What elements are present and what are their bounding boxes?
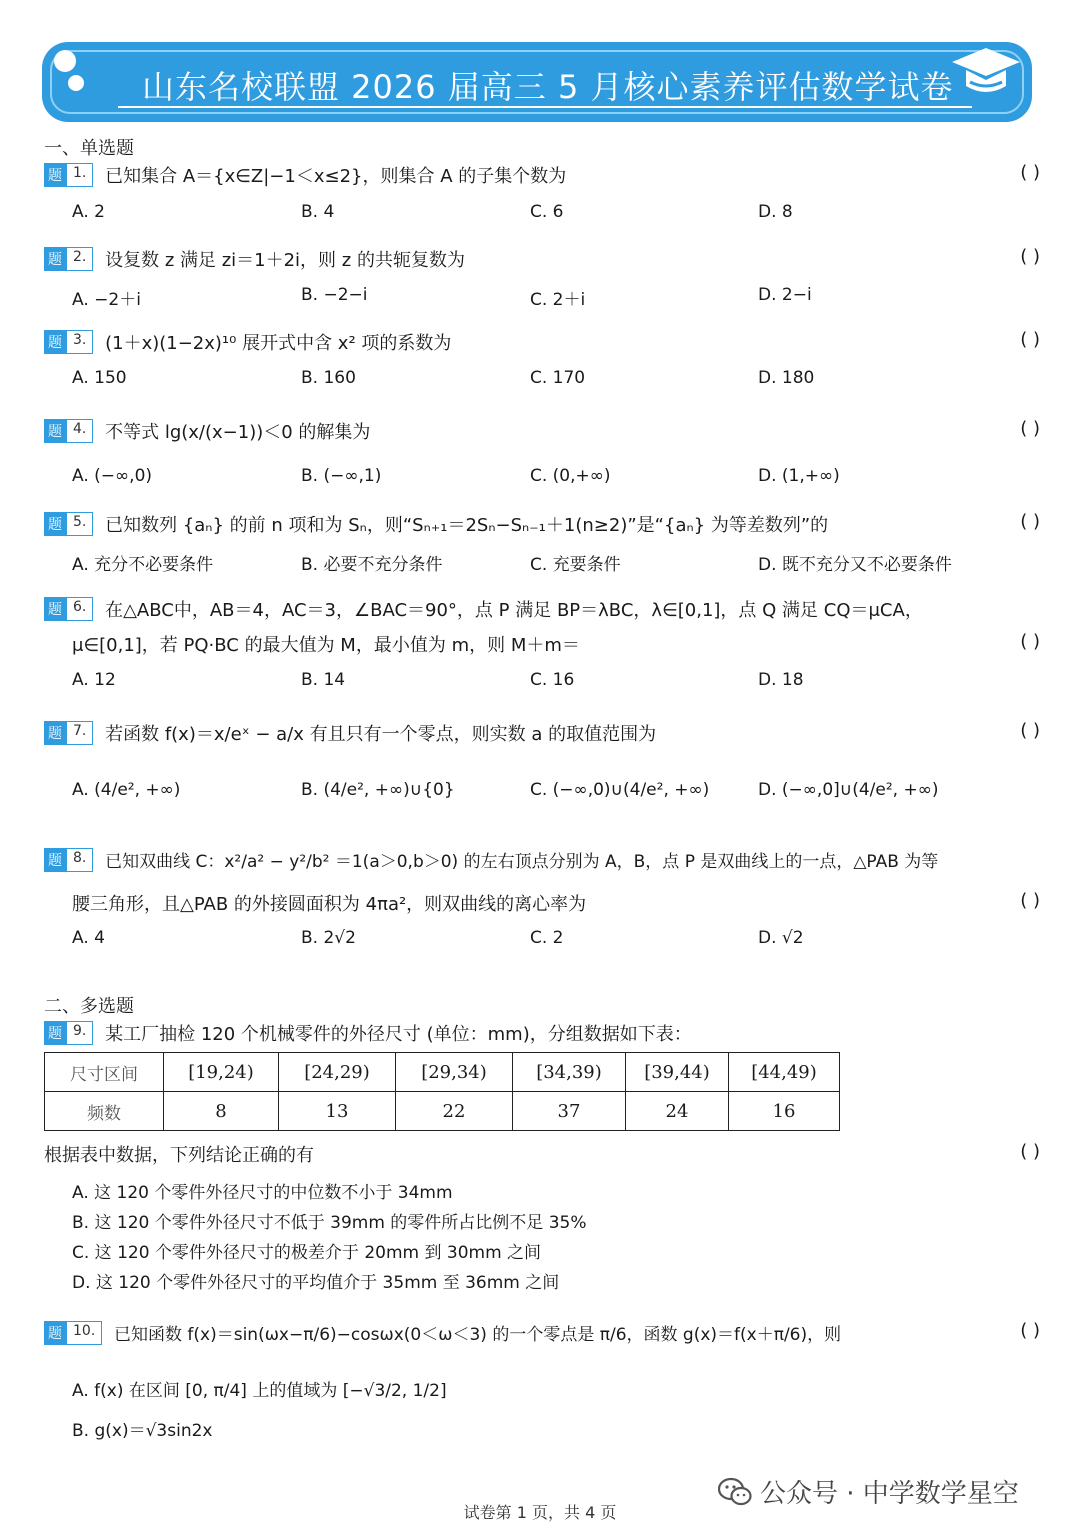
question-7 [44,720,1040,746]
table-header-row [45,1053,840,1092]
option-d: D. 180 [758,368,815,388]
option-b: B. g(x)＝√3sin2x [72,1421,213,1441]
option-a: A. 12 [72,670,116,690]
question-1 [44,162,1040,188]
answer-blank: ( ) [1020,511,1040,532]
question-text: 在△ABC中，AB＝4，AC＝3，∠BAC＝90°，点 P 满足 BP＝λBC，λ∈[0,1]，点 Q 满足 CQ＝μCA， [105,600,923,621]
question-10 [44,1320,1040,1345]
question-tag: 题 3. [44,330,93,354]
table-cell: 13 [279,1092,396,1131]
table-cell: [34,39) [513,1053,626,1092]
option-d: D. 18 [758,670,804,690]
section-heading-multiple: 二、多选题 [44,996,134,1017]
table-cell: 16 [729,1092,840,1131]
question-tag: 题 2. [44,247,93,271]
question-tag: 题 8. [44,848,93,872]
question-text: 设复数 z 满足 zi＝1＋2i，则 z 的共轭复数为 [105,250,465,271]
table-cell: 8 [164,1092,279,1131]
question-9 [44,1020,1040,1046]
option-d: D. 2−i [758,285,812,305]
option-d: D. (1,+∞) [758,466,840,486]
question-9-prompt [44,1141,1040,1167]
option-d: D. (−∞,0]∪(4/e², +∞) [758,780,939,800]
question-text-cont: μ∈[0,1]，若 PQ·BC 的最大值为 M，最小值为 m，则 M＋m＝ [72,635,580,656]
option-b: B. −2−i [301,285,368,305]
banner-decor-dot [54,50,76,72]
question-text: 已知集合 A＝{x∈Z|−1＜x≤2}，则集合 A 的子集个数为 [105,166,567,187]
option-b: B. (4/e², +∞)∪{0} [301,780,455,800]
table-row [45,1092,840,1131]
option-b: B. (−∞,1) [301,466,382,486]
question-tag: 题 4. [44,419,93,443]
question-tag: 题 1. [44,163,93,187]
section-heading-single: 一、单选题 [44,138,134,159]
option-c: C. (−∞,0)∪(4/e², +∞) [530,780,710,800]
option-c: C. 这 120 个零件外径尺寸的极差介于 20mm 到 30mm 之间 [72,1243,542,1263]
question-tag: 题 7. [44,721,93,745]
option-a: A. 4 [72,928,105,948]
option-a: A. 充分不必要条件 [72,555,214,575]
answer-blank: ( ) [1020,890,1040,911]
frequency-table [44,1052,840,1131]
table-cell: 24 [626,1092,729,1131]
question-tag: 题 9. [44,1021,93,1045]
question-tag: 题 10. [44,1321,102,1345]
question-2 [44,246,1040,272]
option-c: C. 充要条件 [530,555,621,575]
watermark-text: 公众号 · 中学数学星空 [760,1479,1019,1509]
table-cell: [39,44) [626,1053,729,1092]
option-d: D. 这 120 个零件外径尺寸的平均值介于 35mm 至 36mm 之间 [72,1273,560,1293]
option-d: D. √2 [758,928,804,948]
question-8-line2 [72,890,1040,916]
question-text: 不等式 lg(x/(x−1))＜0 的解集为 [105,422,371,443]
question-text-cont: 根据表中数据，下列结论正确的有 [44,1145,314,1166]
option-a: A. f(x) 在区间 [0, π/4] 上的值域为 [−√3/2, 1/2] [72,1381,447,1401]
option-c: C. 2 [530,928,564,948]
answer-blank: ( ) [1020,1320,1040,1341]
answer-blank: ( ) [1020,418,1040,439]
answer-blank: ( ) [1020,720,1040,741]
question-5 [44,511,1040,537]
question-tag: 题 5. [44,512,93,536]
table-cell: 频数 [45,1092,164,1131]
graduation-cap-icon [948,44,1024,104]
question-text-cont: 腰三角形，且△PAB 的外接圆面积为 4πa²，则双曲线的离心率为 [72,894,587,915]
option-a: A. (−∞,0) [72,466,153,486]
answer-blank: ( ) [1020,246,1040,267]
question-text: (1＋x)(1−2x)¹⁰ 展开式中含 x² 项的系数为 [105,333,452,354]
table-cell: 22 [396,1092,513,1131]
option-d: D. 8 [758,202,793,222]
option-b: B. 160 [301,368,356,388]
option-c: C. 6 [530,202,564,222]
question-text: 某工厂抽检 120 个机械零件的外径尺寸 (单位：mm)，分组数据如下表： [105,1024,692,1045]
page-footer: 试卷第 1 页，共 4 页 [463,1503,617,1522]
header-banner [42,42,1032,122]
page-title: 山东名校联盟 2026 届高三 5 月核心素养评估数学试卷 [142,68,954,106]
table-cell: [19,24) [164,1053,279,1092]
question-6-line2 [72,631,1040,657]
option-c: C. (0,+∞) [530,466,611,486]
question-4 [44,418,1040,444]
answer-blank: ( ) [1020,329,1040,350]
table-cell: [29,34) [396,1053,513,1092]
question-text: 已知数列 {aₙ} 的前 n 项和为 Sₙ，则“Sₙ₊₁＝2Sₙ−Sₙ₋₁＋1(n≥2)”是“{aₙ} 为等差数列”的 [105,515,829,536]
answer-blank: ( ) [1020,1141,1040,1162]
option-b: B. 2√2 [301,928,356,948]
answer-blank: ( ) [1020,631,1040,652]
question-6 [44,596,1040,622]
table-cell: 尺寸区间 [45,1053,164,1092]
option-a: A. 这 120 个零件外径尺寸的中位数不小于 34mm [72,1183,453,1203]
option-b: B. 4 [301,202,335,222]
option-c: C. 170 [530,368,586,388]
option-b: B. 这 120 个零件外径尺寸不低于 39mm 的零件所占比例不足 35% [72,1213,587,1233]
option-a: A. 150 [72,368,127,388]
question-text: 已知双曲线 C：x²/a² − y²/b² ＝1(a＞0,b＞0) 的左右顶点分别为 A，B，点 P 是双曲线上的一点，△PAB 为等 [105,852,939,872]
option-b: B. 必要不充分条件 [301,555,443,575]
question-text: 若函数 f(x)＝x/eˣ − a/x 有且只有一个零点，则实数 a 的取值范围为 [105,724,657,745]
option-d: D. 既不充分又不必要条件 [758,555,952,575]
question-3 [44,329,1040,355]
option-c: C. 16 [530,670,575,690]
question-8 [44,847,1040,872]
option-a: A. −2＋i [72,290,141,310]
answer-blank: ( ) [1020,162,1040,183]
option-c: C. 2＋i [530,290,586,310]
option-b: B. 14 [301,670,346,690]
option-a: A. 2 [72,202,105,222]
option-a: A. (4/e², +∞) [72,780,181,800]
table-cell: [44,49) [729,1053,840,1092]
banner-decor-dot-small [68,75,84,91]
question-tag: 题 6. [44,597,93,621]
question-text: 已知函数 f(x)＝sin(ωx−π/6)−cosωx(0＜ω＜3) 的一个零点是 π/6，函数 g(x)＝f(x＋π/6)，则 [114,1325,842,1345]
table-cell: [24,29) [279,1053,396,1092]
table-cell: 37 [513,1092,626,1131]
